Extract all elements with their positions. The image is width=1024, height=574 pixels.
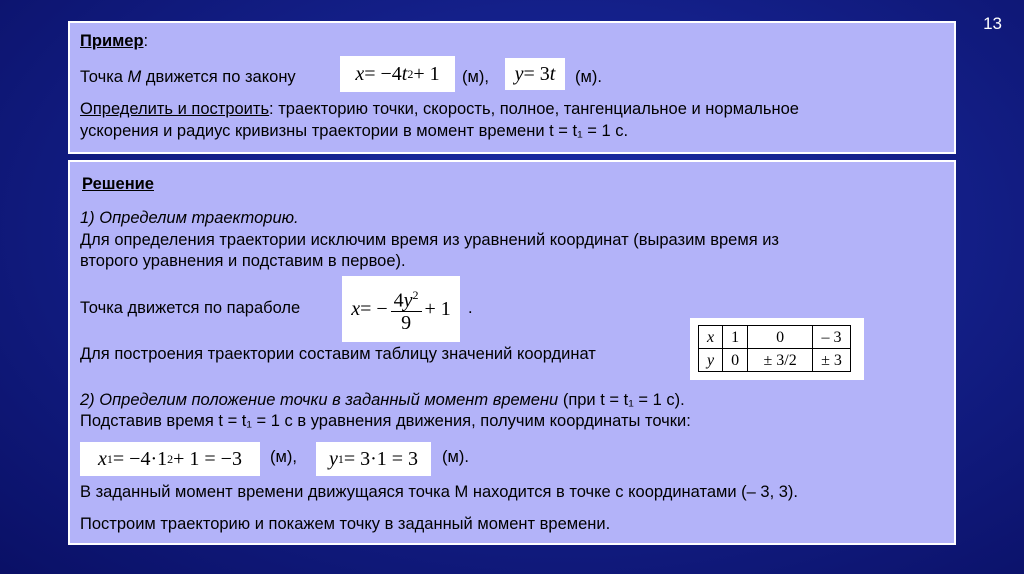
task-line-1: Определить и построить: траекторию точки, скорость, полное, тангенциальное и нормальное [80, 100, 799, 118]
solution-panel [68, 160, 956, 545]
table-cell: 0 [748, 326, 813, 349]
table-cell: 0 [723, 349, 748, 372]
table-row-x [699, 326, 851, 349]
step1-line-2: второго уравнения и подставим в первое). [80, 252, 406, 270]
parabola-fraction: $\frac{4y^2}{9}$ [391, 284, 422, 335]
formula-x-of-t: x = −4 t 2 + 1 [340, 56, 455, 92]
table-intro-text: Для построения траектории составим таблицу значений координат [80, 345, 596, 363]
example-heading: Пример: [80, 32, 149, 50]
step2-line-2: Подставив время t = t₁ = 1 с в уравнения движения, получим координаты точки: [80, 412, 691, 430]
parabola-text: Точка движется по параболе [80, 299, 301, 317]
parabola-formula: x = − $\frac{4y^2}{9}$ + 1 [342, 276, 460, 342]
formula-x1: x 1 = −4·1 2 + 1 = −3 [80, 442, 260, 476]
step1-title: 1) Определим траекторию. [80, 209, 299, 227]
motion-law-text: Точка M движется по закону [80, 68, 296, 86]
example-panel [68, 21, 956, 154]
table-cell: ± 3/2 [748, 349, 813, 372]
slide-number: 13 [983, 14, 1002, 33]
formula-y-of-t: y = 3 t [505, 58, 565, 90]
table-cell: x [699, 326, 723, 349]
solution-heading: Решение [82, 175, 154, 193]
table-cell: y [699, 349, 723, 372]
parabola-dot: . [468, 299, 473, 317]
table-cell: 1 [723, 326, 748, 349]
position-text: В заданный момент времени движущаяся точка М находится в точке с координатами (– 3, 3). [80, 483, 799, 501]
table-cell: ± 3 [813, 349, 851, 372]
final-text: Построим траекторию и покажем точку в заданный момент времени. [80, 515, 611, 533]
step1-line-1: Для определения траектории исключим время из уравнений координат (выразим время из [80, 231, 779, 249]
task-line-2: ускорения и радиус кривизны траектории в момент времени t = t₁ = 1 с. [80, 122, 629, 140]
formula-y1: y 1 = 3·1 = 3 [316, 442, 431, 476]
table-row-y [699, 349, 851, 372]
coord-table [698, 325, 851, 372]
unit-y1: (м). [442, 448, 469, 466]
step2-line-1: 2) Определим положение точки в заданный момент времени (при t = t₁ = 1 с). [80, 391, 685, 409]
unit-y: (м). [575, 68, 602, 86]
table-cell: – 3 [813, 326, 851, 349]
unit-x1: (м), [270, 448, 297, 466]
unit-x: (м), [462, 68, 489, 86]
